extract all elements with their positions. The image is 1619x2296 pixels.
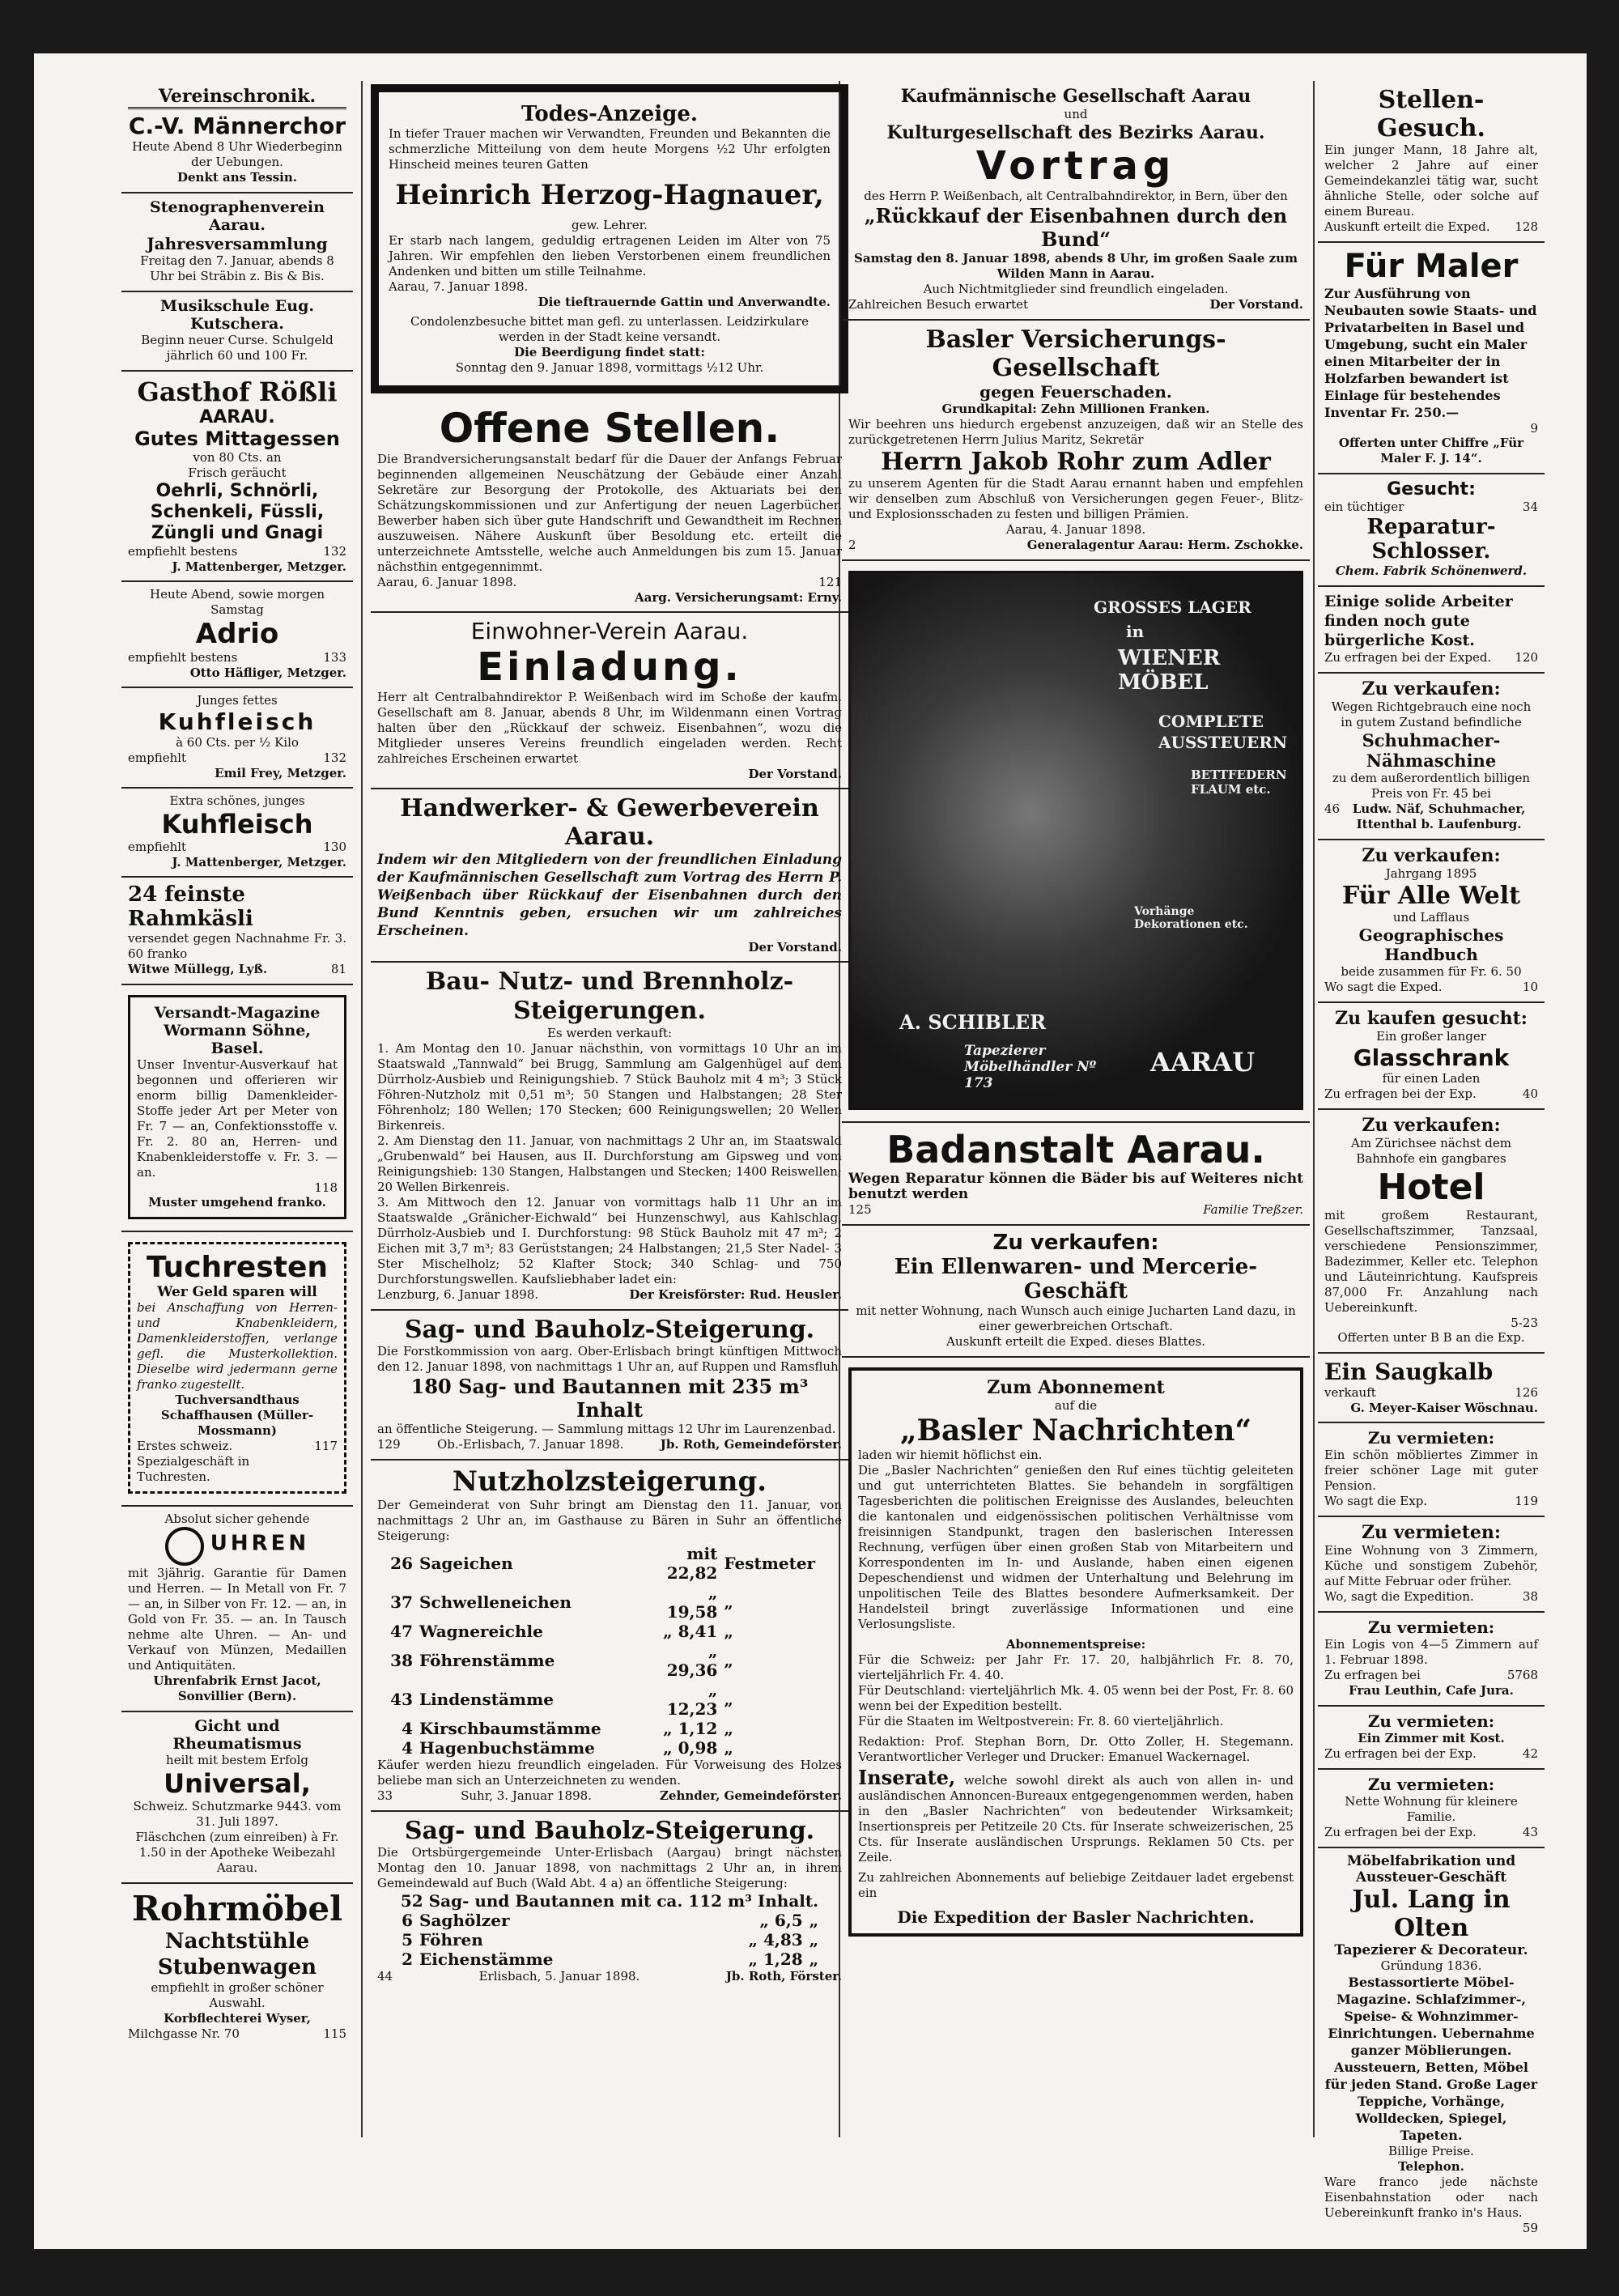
column-4 (1318, 81, 1545, 2235)
ad-gicht-universal: Gicht und Rheumatismus heilt mit bestem Erfolg Universal, Schweiz. Schutzmarke 9443. vom 31. Juli 1897. Fläschchen (zum einreiben) à Fr. 1.50 in der Apotheke Weibezahl Aarau. (121, 1712, 353, 1884)
ad-rohrmoebel: Rohrmöbel Nachtstühle Stubenwagen empfiehlt in großer schöner Auswahl. Korbflechterei Wyser, Milchgasse Nr. 70 115 (128, 1889, 346, 2041)
ad-gasthof-roessli: Gasthof Rößli AARAU. Gutes Mittagessen von 80 Cts. an Frisch geräucht Oehrli, Schnörli, Schenkeli, Füssli, Züngli und Gnagi empfiehlt bestens 132 J. Mattenberger, Metzger. (121, 372, 353, 582)
ad-todes-anzeige: Todes-Anzeige. In tiefer Trauer machen wir Verwandten, Freunden und Bekannten die schmerzliche Mitteilung von dem heute Morgens ½2 Uhr erfolgten Hinscheid meines teuren Gatten Heinrich Herzog-Hagnauer, gew. Lehrer. Er starb nach langem, geduldig ertragenen Leiden im Alter von 75 Jahren. Wir empfehlen den lieben Verstorbenen einem freundlichen Andenken und bitten um stille Teilnahme. Aarau, 7. Januar 1898. Die tieftrauernde Gattin und Anverwandte. Condolenzbesuche bittet man gefl. zu unterlassen. Leidzirkulare werden in der Stadt keine versandt. Die Beerdigung findet statt: Sonntag den 9. Januar 1898, vormittags ½12 Uhr. (371, 84, 848, 393)
ad-arbeiter-kost: Einige solide Arbeiter finden noch gute bürgerliche Kost. Zu erfragen bei der Exped. 120 (1318, 587, 1545, 674)
ad-vereinschronik: Vereinschronik. C.-V. Männerchor Heute Abend 8 Uhr Wiederbeginn der Uebungen. Denkt ans Tessin. (121, 81, 353, 193)
ad-jul-lang: Möbelfabrikation und Aussteuer-Geschäft Jul. Lang in Olten Tapezierer & Decorateur. Gründung 1836. Bestassortierte Möbel-Magazine. Schlafzimmer-, Speise- & Wohnzimmer-Einrichtungen. Uebernahme ganzer Möblierungen. Aussteuern, Betten, Möbel für jeden Stand. Große Lager Teppiche, Vorhänge, Wolldecken, Spiegel, Tapeten. Billige Preise. Telephon. Ware franco jede nächste Eisenbahnstation oder nach Uebereinkunft franko in's Haus. 59 (1324, 1853, 1538, 2235)
ad-tuchresten: Tuchresten Wer Geld sparen will bei Anschaffung von Herren- und Knabenkleidern, Damenkleiderstoffen, verlange gefl. die Musterkollektion. Dieselbe wird jedermann gerne franko zugestellt. Tuchversandthaus Schaffhausen (Müller-Mossmann) Erstes schweiz. Spezialgeschäft in Tuchresten. 117 (121, 1232, 353, 1507)
ad-badanstalt: Badanstalt Aarau. Wegen Reparatur können die Bäder bis auf Weiteres nicht benutzt werden 125 Familie Treßzer. (842, 1123, 1310, 1226)
ad-vortrag: Kaufmännische Gesellschaft Aarau und Kulturgesellschaft des Bezirks Aarau. Vortrag des Herrn P. Weißenbach, alt Centralbahndirektor, in Bern, über den „Rückkauf der Eisenbahnen durch den Bund“ Samstag den 8. Januar 1898, abends 8 Uhr, im großen Saale zum Wilden Mann in Aarau. Auch Nichtmitglieder sind freundlich eingeladen. Zahlreichen Besuch erwartet Der Vorstand. (842, 81, 1310, 321)
column-3 (842, 81, 1310, 2137)
ad-kuhfleisch-2: Extra schönes, junges Kuhfleisch empfiehlt 130 J. Mattenberger, Metzger. (121, 789, 353, 878)
nutzholz-table (377, 1544, 842, 1758)
ad-saugkalb: Ein Saugkalb verkauft 126 G. Meyer-Kaiser Wöschnau. (1318, 1354, 1545, 1423)
table-row: 47 Wagnereichle „ 8,41 „ (390, 1622, 733, 1641)
ad-handwerker-gewerbeverein: Handwerker- & Gewerbeverein Aarau. Indem wir den Mitgliedern von der freundlichen Einladung der Kaufmännischen Gesellschaft zum Vortrag des Herrn P. Weißenbach über Rückkauf der Eisenbahnen durch den Bund Kenntnis geben, ersuchen wir um zahlreiches Erscheinen. Der Vorstand. (371, 789, 848, 963)
ad-fuer-maler: Für Maler Zur Ausführung von Neubauten sowie Staats- und Privatarbeiten in Basel und Umgebung, sucht ein Maler einen Mitarbeiter der in Holzfarben bewandert ist Einlage für bestehendes Inventar Fr. 250.— 9 Offerten unter Chiffre „Für Maler F. J. 14“. (1318, 243, 1545, 474)
ad-sag-bauholz-1: Sag- und Bauholz-Steigerung. Die Forstkommission von aarg. Ober-Erlisbach bringt künftigen Mittwoch den 12. Januar 1898, von nachmittags 1 Uhr an, auf Ruppen und Ramsfluh 180 Sag- und Bautannen mit 235 m³ Inhalt an öffentliche Steigerung. — Sammlung mittags 12 Uhr im Laurenzenbad. 129 Ob.-Erlisbach, 7. Januar 1898. Jb. Roth, Gemeindeförster. (371, 1311, 848, 1461)
furniture-illustration: GROSSES LAGER in WIENER MÖBEL COMPLETE AUSSTEUERN BETTFEDERN FLAUM etc. Vorhänge Dekorationen etc. A. SCHIBLER Tapezierer Möbelhändler Nº 173 AARAU (848, 571, 1303, 1110)
ad-basler-nachrichten: Zum Abonnement auf die „Basler Nachrichten“ laden wir hiemit höflichst ein. Die „Basler Nachrichten“ genießen den Ruf eines tüchtig geleiteten und gut unterrichteten Blattes. Sie behandeln in sorgfältigen Tagesberichten die politischen Ereignisse des Auslandes, beleuchten die kantonalen und eidgenössischen politischen Verhältnisse vom freisinnigen Standpunkt, tragen den baslerischen Interessen Rechnung, verfügen über einen großen Stab von Mitarbeitern und Korrespondenten im In- und Auslande, haben einen eigenen Depeschendienst und widmen der Unterhaltung und Belehrung im unpolitischen Teile des Blattes besondere Aufmerksamkeit. Der Handelsteil bringt zuverlässige Informationen und eine Verlosungsliste. Abonnementspreise: Für die Schweiz: per Jahr Fr. 17. 20, halbjährlich Fr. 8. 70, vierteljährlich Fr. 4. 40. Für Deutschland: vierteljährlich Mk. 4. 05 wenn bei der Post, Fr. 8. 60 wenn bei der Expedition bestellt. Für die Staaten im Weltpostverein: Fr. 8. 60 vierteljährlich. Redaktion: Prof. Stephan Born, Dr. Otto Zoller, H. Stegemann. Verantwortlicher Verleger und Drucker: Emanuel Wackernagel. Inserate, welche sowohl direkt als auch von allen in- und ausländischen Annoncen-Bureaux entgegengenommen werden, haben in den „Basler Nachrichten“ von bedeutender Wirksamkeit; Insertionspreis per Petitzeile 20 Cts. für Inserate schweizerischen, 25 Cts. für Inserate ausländischen Ursprungs. Reklamen 50 Cts. per Zeile. Zu zahlreichen Abonnements auf beliebige Zeitdauer ladet ergebenst ein Die Expedition der Basler Nachrichten. (842, 1358, 1310, 1948)
table-row: 4 Kirschbaumstämme „ 1,12 „ (402, 1719, 733, 1738)
ad-vermieten-3: Zu vermieten: Ein Logis von 4—5 Zimmern auf 1. Februar 1898. Zu erfragen bei 5768 Frau Leuthin, Cafe Jura. (1318, 1613, 1545, 1707)
ad-vermieten-5: Zu vermieten: Nette Wohnung für kleinere Familie. Zu erfragen bei der Exp. 43 (1318, 1770, 1545, 1848)
column-rule (361, 81, 363, 2137)
ad-adrio: Heute Abend, sowie morgen Samstag Adrio empfiehlt bestens 133 Otto Häfliger, Metzger. (121, 582, 353, 688)
table-row: 5 Föhren „ 4,83 „ (402, 1930, 819, 1949)
ad-naehmaschine: Zu verkaufen: Wegen Richtgebrauch eine noch in gutem Zustand befindliche Schuhmacher-Nähmaschine zu dem außerordentlich billigen Preis von Fr. 45 bei 46 Ludw. Näf, Schuhmacher, Ittenthal b. Laufenburg. (1318, 674, 1545, 840)
ad-ellenwaren: Zu verkaufen: Ein Ellenwaren- und Mercerie-Geschäft mit netter Wohnung, nach Wunsch auch einige Jucharten Land dazu, in einer gewerbreichen Ortschaft. Auskunft erteilt die Exped. dieses Blattes. (842, 1226, 1310, 1358)
clock-icon (165, 1527, 204, 1566)
table-row: 6 Saghölzer „ 6,5 „ (402, 1911, 819, 1930)
ad-stellen-gesuch: Stellen-Gesuch. Ein junger Mann, 18 Jahre alt, welcher 2 Jahre auf einer Gemeindekanzlei tätig war, sucht ähnliche Stelle, oder solche auf einem Bureau. Auskunft erteilt die Exped. 128 (1318, 81, 1545, 243)
table-row: 4 Hagenbuchstämme „ 0,98 „ (402, 1738, 733, 1758)
ad-uhren: Absolut sicher gehende UHREN mit 3jährig. Garantie für Damen und Herren. — In Metall von Fr. 7 — an, in Silber von Fr. 12. — an, in Gold von Fr. 35. — an. In Tausch nehme alte Uhren. — An- und Verkauf von Münzen, Medaillen und Antiquitäten. Uhrenfabrik Ernst Jacot, Sonvillier (Bern). (121, 1507, 353, 1712)
table-row: 26 Sageichen mit 22,82 Festmeter (390, 1544, 816, 1583)
ad-wiener-moebel (842, 561, 1310, 1123)
ad-geographisches-handbuch: Zu verkaufen: Jahrgang 1895 Für Alle Welt und Lafflaus Geographisches Handbuch beide zusammen für Fr. 6. 50 Wo sagt die Exped. 10 (1318, 840, 1545, 1003)
ad-glasschrank: Zu kaufen gesucht: Ein großer langer Glasschrank für einen Laden Zu erfragen bei der Exp. 40 (1318, 1003, 1545, 1110)
ad-basler-versicherung: Basler Versicherungs-Gesellschaft gegen Feuerschaden. Grundkapital: Zehn Millionen Franken. Wir beehren uns hiedurch ergebenst anzuzeigen, daß wir an Stelle des zurückgetretenen Herrn Julius Maritz, Sekretär Herrn Jakob Rohr zum Adler zu unserem Agenten für die Stadt Aarau ernannt haben und empfehlen wir denselben zum Abschluß von Versicherungen gegen Feuer-, Blitz- und Explosionsschaden zu festen und billigen Prämien. Aarau, 4. Januar 1898. 2 Generalagentur Aarau: Herm. Zschokke. (842, 321, 1310, 561)
column-2 (371, 81, 848, 2137)
ad-versandt-magazine: Versandt-Magazine Wormann Söhne, Basel. Unser Inventur-Ausverkauf hat begonnen und offerieren wir enorm billig Damenkleider-Stoffe jeder Art per Meter von Fr. 7 — an, Confektionsstoffe v. Fr. 2. 80 an, Herren- und Knabenkleiderstoffe v. Fr. 3. — an. 118 Muster umgehend franko. (121, 985, 353, 1232)
table-row: 43 Lindenstämme „ 12,23 „ (390, 1680, 733, 1719)
ad-nutzholzsteigerung: Nutzholzsteigerung. Der Gemeinderat von Suhr bringt am Dienstag den 11. Januar, von nachmittags 2 Uhr an, im Gasthause zu Bären in Suhr an öffentliche Steigerung: 26 Sageichen mit 22,82 Festmeter 37 Schwelleneichen „ 19,58 „ 47 Wagnereichle „ 8,41 „ 38 Föhrenstämme „ 29,36 „ 43 Lindenstämme „ 12,23 „ 4 Kirschbaumstämme „ 1,12 „ 4 Hagenbuchstämme „ 0,98 „ Käufer werden hiezu freundlich eingeladen. Für Vorweisung des Holzes beliebe man sich an Unterzeichneten zu wenden. 33 Suhr, 3. Januar 1898. Zehnder, Gemeindeförster. (371, 1461, 848, 1812)
table-row: 2 Eichenstämme „ 1,28 „ (402, 1949, 819, 1969)
column-rule (1313, 81, 1315, 2137)
ad-einwohner-verein: Einwohner-Verein Aarau. Einladung. Herr alt Centralbahndirektor P. Weißenbach wird im Schoße der kaufm. Gesellschaft am 8. Januar, abends 8 Uhr, im Wildenmann einen Vortrag halten über den „Rückkauf der schweiz. Eisenbahnen“, wozu die Mitglieder unseres Vereins freundlich eingeladen werden. Recht zahlreiches Erscheinen erwartet Der Vorstand. (371, 613, 848, 789)
ad-holz-steigerungen: Bau- Nutz- und Brennholz-Steigerungen. Es werden verkauft: 1. Am Montag den 10. Januar nächsthin, von vormittags 10 Uhr an im Staatswald „Tannwald“ bei Brugg, Sammlung am Galgenhügel auf dem Dürrholz-Ausbieb und Reinigungshieb. 7 Stück Bauholz mit 4 m³; 3 Stück Föhren-Nutzholz mit 0,51 m³; 50 Stangen und Halbstangen; 28 Ster Föhrenholz; 180 Wellen; 170 Stecken; 600 Reinigungswellen; 20 Wellen Birkenreis. 2. Am Dienstag den 11. Januar, von nachmittags 2 Uhr an, im Staatswald „Grubenwald“ bei Hausen, aus II. Durchforstung am Gipsweg und vom Reinigungshieb: 130 Stangen, Halbstangen und Stecken; 1400 Reiswellen; 20 Wellen Birkenreis. 3. Am Mittwoch den 12. Januar von vormittags halb 11 Uhr an im Staatswalde „Gränicher-Eichwald“ bei Hunzenschwyl, aus Kahlschlag, Dürrholz-Ausbieb und I. Durchforstung: 98 Stück Bauholz mit 47 m³; 2 Eichen mit 3,7 m³; 83 Gerüststangen; 24 Halbstangen; 21,5 Ster Nadel- 3 Ster Mischelholz; 52 Klafter Stock; 340 Schlag- und 750 Durchforstungswellen. Kaufsliebhaber ladet ein: Lenzburg, 6. Januar 1898. Der Kreisförster: Rud. Heusler. (371, 963, 848, 1311)
ad-vermieten-4: Zu vermieten: Ein Zimmer mit Kost. Zu erfragen bei der Exp. 42 (1318, 1707, 1545, 1770)
ad-kuhfleisch-1: Junges fettes Kuhfleisch à 60 Cts. per ½ Kilo empfiehlt 132 Emil Frey, Metzger. (121, 688, 353, 789)
table-row: 37 Schwelleneichen „ 19,58 „ (390, 1583, 733, 1622)
ad-rahmkaesli: 24 feinste Rahmkäsli versendet gegen Nachnahme Fr. 3. 60 franko Witwe Müllegg, Lyß. 81 (121, 878, 353, 985)
ad-reparatur-schlosser: Gesucht: ein tüchtiger 34 Reparatur-Schlosser. Chem. Fabrik Schönenwerd. (1318, 474, 1545, 587)
ad-hotel: Zu verkaufen: Am Zürichsee nächst dem Bahnhofe ein gangbares Hotel mit großem Restaurant, Gesellschaftszimmer, Tanzsaal, verschiedene Pensionszimmer, Badezimmer, Keller etc. Telephon und Läuteinrichtung. Kaufspreis 87,000 Fr. Anzahlung nach Uebereinkunft. 5-23 Offerten unter B B an die Exp. (1318, 1110, 1545, 1354)
sagholz-table (377, 1911, 842, 1969)
ad-offene-stellen: Offene Stellen. Die Brandversicherungsanstalt bedarf für die Dauer der Anfangs Februar beginnenden allgemeinen Neuschätzung der Gebäude einer Anzahl Sekretäre zur Besorgung der Protokolle, des Aktuariats bei den Schätzungskommissionen und zur Anfertigung der neuen Lagerbücher. Bewerber haben sich über gute Handschrift und Gewandtheit im Rechnen auszuweisen. Nähere Auskunft über Besoldung etc. erteilt die unterzeichnete Amtsstelle, welche auch Anmeldungen bis zum 15. Januar nächsthin entgegennimmt. Aarau, 6. Januar 1898. 121 Aarg. Versicherungsamt: Erny. (371, 400, 848, 613)
column-1 (121, 81, 353, 2137)
ad-sag-bauholz-2: Sag- und Bauholz-Steigerung. Die Ortsbürgergemeinde Unter-Erlisbach (Aargau) bringt nächsten Montag den 10. Januar 1898, von nachmittags 2 Uhr an, in ihrem Gemeindewald auf Buch (Wald Abt. 4 a) an öffentliche Steigerung: 52 Sag- und Bautannen mit ca. 112 m³ Inhalt. 6 Saghölzer „ 6,5 „ 5 Föhren „ 4,83 „ 2 Eichenstämme „ 1,28 „ 44 Erlisbach, 5. Januar 1898. Jb. Roth, Förster. (377, 1817, 842, 1983)
table-row: 38 Föhrenstämme „ 29,36 „ (390, 1641, 733, 1680)
ad-vermieten-1: Zu vermieten: Ein schön möbliertes Zimmer in freier schöner Lage mit guter Pension. Wo sagt die Exp. 119 (1318, 1423, 1545, 1517)
ad-stenographenverein: Stenographenverein Aarau. Jahresversammlung Freitag den 7. Januar, abends 8 Uhr bei Sträbin z. Bis & Bis. (121, 193, 353, 292)
ad-vermieten-2: Zu vermieten: Eine Wohnung von 3 Zimmern, Küche und sonstigem Zubehör, auf Mitte Februar oder früher. Wo, sagt die Expedition. 38 (1318, 1517, 1545, 1613)
ad-musikschule: Musikschule Eug. Kutschera. Beginn neuer Curse. Schulgeld jährlich 60 und 100 Fr. (121, 292, 353, 372)
